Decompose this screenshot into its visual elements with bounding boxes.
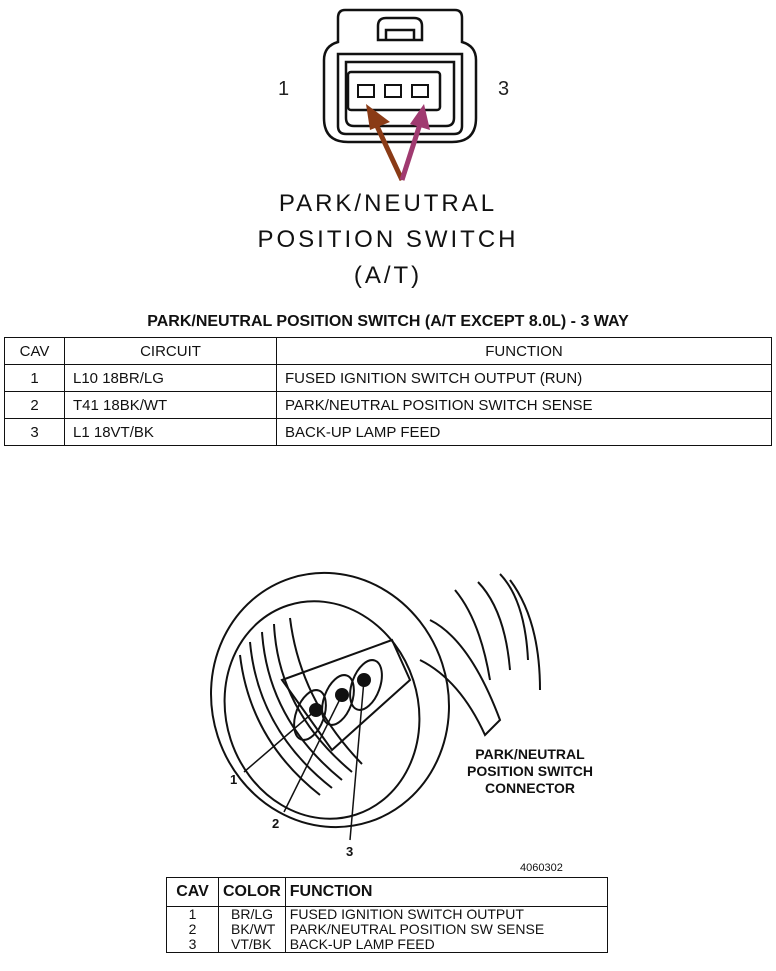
cell-function: BACK-UP LAMP FEED (285, 937, 607, 953)
cell-cav: 2 (167, 922, 219, 937)
header-function: FUNCTION (277, 338, 772, 365)
cell-function: PARK/NEUTRAL POSITION SW SENSE (285, 922, 607, 937)
header-cav: CAV (167, 878, 219, 907)
cell-function: FUSED IGNITION SWITCH OUTPUT (RUN) (277, 365, 772, 392)
table-row (167, 937, 608, 953)
cell-cav: 2 (5, 392, 65, 419)
header-color: COLOR (219, 878, 286, 907)
table-header-row (5, 338, 772, 365)
table1-title: PARK/NEUTRAL POSITION SWITCH (A/T EXCEPT 8.0L) - 3 WAY (147, 313, 629, 330)
cell-function: PARK/NEUTRAL POSITION SWITCH SENSE (277, 392, 772, 419)
cell-circuit: T41 18BK/WT (65, 392, 277, 419)
switch-label-line-1: PARK/NEUTRAL (278, 190, 498, 217)
table-header-row (167, 878, 608, 907)
switch-label-line-3: (A/T) (353, 262, 423, 289)
bottom-connector-drawing (0, 560, 776, 860)
switch-label-line-2: POSITION SWITCH (257, 226, 519, 253)
cell-color: BR/LG (219, 907, 286, 923)
table-row (5, 365, 772, 392)
table-row (167, 922, 608, 937)
figure-id: 4060302 (520, 862, 563, 874)
cell-color: BK/WT (219, 922, 286, 937)
cell-function: BACK-UP LAMP FEED (277, 419, 772, 446)
connector-label-line-3: CONNECTOR (485, 780, 575, 796)
cell-cav: 3 (167, 937, 219, 953)
connector-label (440, 746, 620, 797)
top-connector-drawing (0, 0, 776, 200)
cell-circuit: L10 18BR/LG (65, 365, 277, 392)
callout-1-label: 1 (230, 772, 238, 787)
circuit-table (4, 337, 772, 446)
header-cav: CAV (5, 338, 65, 365)
table-row (5, 392, 772, 419)
connector-label-line-1: PARK/NEUTRAL (475, 746, 585, 762)
pin-1-label: 1 (278, 78, 290, 100)
cell-function: FUSED IGNITION SWITCH OUTPUT (285, 907, 607, 923)
connector-label-line-2: POSITION SWITCH (467, 763, 593, 779)
table-row (5, 419, 772, 446)
cell-cav: 3 (5, 419, 65, 446)
callout-2-label: 2 (272, 816, 280, 831)
header-function: FUNCTION (285, 878, 607, 907)
cell-cav: 1 (5, 365, 65, 392)
color-table (166, 877, 608, 953)
cell-cav: 1 (167, 907, 219, 923)
pin-3-label: 3 (498, 78, 510, 100)
cell-circuit: L1 18VT/BK (65, 419, 277, 446)
cell-color: VT/BK (219, 937, 286, 953)
table-row (167, 907, 608, 923)
header-circuit: CIRCUIT (65, 338, 277, 365)
callout-3-label: 3 (346, 844, 354, 859)
